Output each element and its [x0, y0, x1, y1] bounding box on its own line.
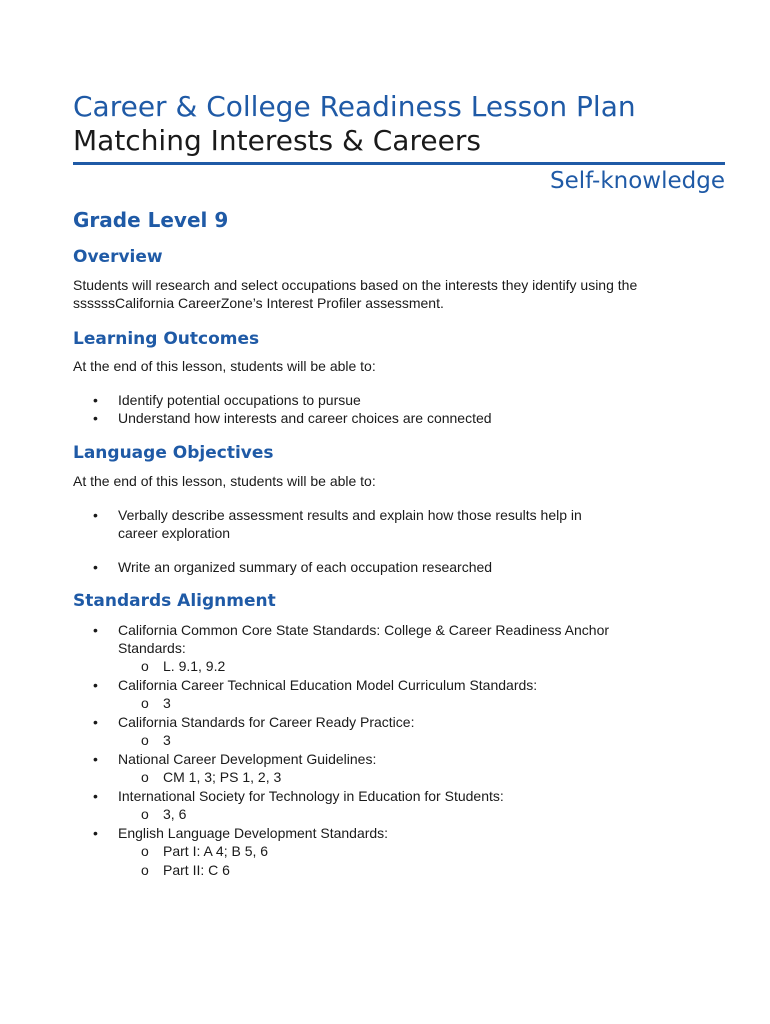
document-title: Career & College Readiness Lesson Plan — [73, 90, 636, 123]
sub-bullet-icon: o — [141, 843, 149, 859]
bullet-icon: • — [93, 559, 98, 575]
bullet-icon: • — [93, 751, 98, 767]
bullet-icon: • — [93, 788, 98, 804]
document-subtitle: Matching Interests & Careers — [73, 124, 481, 157]
language-objectives-heading: Language Objectives — [73, 443, 274, 463]
bullet-icon: • — [93, 825, 98, 841]
sub-bullet-icon: o — [141, 658, 149, 674]
category-tag: Self-knowledge — [550, 168, 725, 194]
bullet-icon: • — [93, 410, 98, 426]
bullet-icon: • — [93, 507, 98, 523]
standards-heading: Standards Alignment — [73, 591, 276, 611]
sub-bullet-icon: o — [141, 806, 149, 822]
learning-outcomes-intro: At the end of this lesson, students will be able to: — [73, 358, 376, 374]
learning-outcomes-heading: Learning Outcomes — [73, 329, 260, 349]
sub-bullet-icon: o — [141, 695, 149, 711]
bullet-icon: • — [93, 392, 98, 408]
language-objectives-intro: At the end of this lesson, students will be able to: — [73, 473, 376, 489]
title-divider — [73, 162, 725, 165]
bullet-icon: • — [93, 622, 98, 638]
bullet-icon: • — [93, 677, 98, 693]
sub-bullet-icon: o — [141, 769, 149, 785]
grade-level-heading: Grade Level 9 — [73, 208, 229, 232]
overview-text: Students will research and select occupations based on the interests they identify using the ssssssCalifornia CareerZone’s Interest Profiler assessment. — [73, 277, 638, 311]
bullet-icon: • — [93, 714, 98, 730]
sub-bullet-icon: o — [141, 862, 149, 878]
sub-bullet-icon: o — [141, 732, 149, 748]
overview-heading: Overview — [73, 247, 163, 267]
